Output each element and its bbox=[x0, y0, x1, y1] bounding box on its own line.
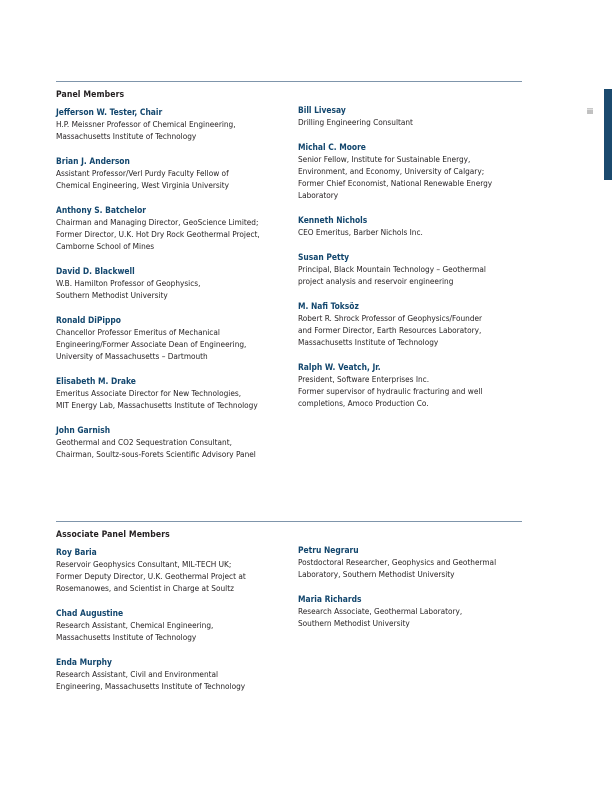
member-name: Bill Livesay bbox=[298, 105, 346, 115]
member-entry bbox=[56, 204, 291, 252]
member-affiliation-line: President, Software Enterprises Inc. bbox=[298, 374, 430, 384]
member-affiliation-line: Robert R. Shrock Professor of Geophysics/Founder bbox=[298, 313, 483, 323]
member-affiliation-line: Chairman, Soultz-sous-Forets Scientific Advisory Panel bbox=[56, 449, 256, 459]
member-name: Ronald DiPippo bbox=[56, 315, 121, 325]
member-name: Ralph W. Veatch, Jr. bbox=[298, 362, 381, 372]
member-affiliation-line: Research Assistant, Chemical Engineering, bbox=[56, 620, 214, 630]
member-affiliation-line: Chancellor Professor Emeritus of Mechanical bbox=[56, 327, 220, 337]
member-name: Anthony S. Batchelor bbox=[56, 205, 146, 215]
member-name: John Garnish bbox=[56, 425, 111, 435]
associate-left-column bbox=[56, 546, 291, 705]
member-affiliation-line: Camborne School of Mines bbox=[56, 241, 155, 251]
member-entry bbox=[56, 375, 291, 411]
member-affiliation-line: Engineering, Massachusetts Institute of Technology bbox=[56, 681, 246, 691]
member-entry bbox=[56, 106, 291, 142]
member-entry bbox=[56, 546, 291, 594]
member-name: Elisabeth M. Drake bbox=[56, 376, 136, 386]
panel-left-column bbox=[56, 106, 291, 473]
member-name: Roy Baria bbox=[56, 547, 97, 557]
page-number: iii bbox=[587, 107, 593, 116]
panel-rule bbox=[56, 81, 522, 82]
member-affiliation-line: University of Massachusetts – Dartmouth bbox=[56, 351, 208, 361]
member-entry bbox=[56, 656, 291, 692]
member-name: Enda Murphy bbox=[56, 657, 112, 667]
member-entry bbox=[298, 104, 533, 128]
member-entry bbox=[56, 424, 291, 460]
panel-right-column bbox=[298, 104, 533, 422]
member-affiliation-line: and Former Director, Earth Resources Laboratory, bbox=[298, 325, 482, 335]
member-affiliation-line: Rosemanowes, and Scientist in Charge at Soultz bbox=[56, 583, 234, 593]
member-affiliation-line: Southern Methodist University bbox=[56, 290, 168, 300]
member-name: David D. Blackwell bbox=[56, 266, 135, 276]
side-tab-marker bbox=[604, 89, 612, 180]
member-affiliation-line: Geothermal and CO2 Sequestration Consultant, bbox=[56, 437, 232, 447]
member-entry bbox=[298, 361, 533, 409]
member-entry bbox=[298, 251, 533, 287]
member-name: Jefferson W. Tester, Chair bbox=[56, 107, 163, 117]
member-name: Brian J. Anderson bbox=[56, 156, 130, 166]
member-affiliation-line: Massachusetts Institute of Technology bbox=[298, 337, 439, 347]
member-affiliation-line: Emeritus Associate Director for New Technologies, bbox=[56, 388, 242, 398]
member-affiliation-line: Southern Methodist University bbox=[298, 618, 410, 628]
member-affiliation-line: CEO Emeritus, Barber Nichols Inc. bbox=[298, 227, 423, 237]
associate-rule bbox=[56, 521, 522, 522]
member-affiliation-line: Massachusetts Institute of Technology bbox=[56, 632, 197, 642]
member-affiliation-line: Postdoctoral Researcher, Geophysics and Geothermal bbox=[298, 557, 497, 567]
member-affiliation-line: Chairman and Managing Director, GeoScience Limited; bbox=[56, 217, 259, 227]
member-affiliation-line: Research Associate, Geothermal Laboratory, bbox=[298, 606, 463, 616]
associate-right-column bbox=[298, 544, 533, 642]
member-affiliation-line: Former Chief Economist, National Renewable Energy bbox=[298, 178, 493, 188]
member-affiliation-line: Research Assistant, Civil and Environmental bbox=[56, 669, 219, 679]
member-entry bbox=[298, 544, 533, 580]
member-entry bbox=[56, 265, 291, 301]
member-name: Kenneth Nichols bbox=[298, 215, 368, 225]
member-affiliation-line: Chemical Engineering, West Virginia University bbox=[56, 180, 230, 190]
member-name: Susan Petty bbox=[298, 252, 350, 262]
member-name: Michal C. Moore bbox=[298, 142, 366, 152]
member-affiliation-line: MIT Energy Lab, Massachusetts Institute of Technology bbox=[56, 400, 258, 410]
member-affiliation-line: W.B. Hamilton Professor of Geophysics, bbox=[56, 278, 201, 288]
panel-members-title: Panel Members bbox=[56, 90, 125, 100]
member-affiliation-line: Former Deputy Director, U.K. Geothermal Project at bbox=[56, 571, 246, 581]
member-entry bbox=[298, 300, 533, 348]
member-entry bbox=[298, 214, 533, 238]
member-affiliation-line: Laboratory, Southern Methodist University bbox=[298, 569, 455, 579]
member-entry bbox=[56, 314, 291, 362]
member-affiliation-line: Principal, Black Mountain Technology – Geothermal bbox=[298, 264, 486, 274]
member-entry bbox=[56, 155, 291, 191]
member-name: Chad Augustine bbox=[56, 608, 124, 618]
member-affiliation-line: Massachusetts Institute of Technology bbox=[56, 131, 197, 141]
member-entry bbox=[298, 593, 533, 629]
member-affiliation-line: Assistant Professor/Verl Purdy Faculty Fellow of bbox=[56, 168, 229, 178]
member-name: M. Nafi Toksöz bbox=[298, 301, 359, 311]
member-affiliation-line: project analysis and reservoir engineering bbox=[298, 276, 454, 286]
member-affiliation-line: Senior Fellow, Institute for Sustainable Energy, bbox=[298, 154, 471, 164]
member-entry bbox=[56, 607, 291, 643]
member-affiliation-line: Reservoir Geophysics Consultant, MIL-TECH UK; bbox=[56, 559, 232, 569]
member-entry bbox=[298, 141, 533, 201]
member-affiliation-line: Drilling Engineering Consultant bbox=[298, 117, 413, 127]
member-name: Maria Richards bbox=[298, 594, 362, 604]
member-affiliation-line: Former supervisor of hydraulic fracturing and well bbox=[298, 386, 483, 396]
associate-panel-title: Associate Panel Members bbox=[56, 530, 170, 540]
member-affiliation-line: completions, Amoco Production Co. bbox=[298, 398, 429, 408]
member-affiliation-line: Laboratory bbox=[298, 190, 339, 200]
member-affiliation-line: Environment, and Economy, University of Calgary; bbox=[298, 166, 485, 176]
member-affiliation-line: H.P. Meissner Professor of Chemical Engineering, bbox=[56, 119, 236, 129]
member-affiliation-line: Engineering/Former Associate Dean of Engineering, bbox=[56, 339, 247, 349]
member-affiliation-line: Former Director, U.K. Hot Dry Rock Geothermal Project, bbox=[56, 229, 260, 239]
member-name: Petru Negraru bbox=[298, 545, 359, 555]
